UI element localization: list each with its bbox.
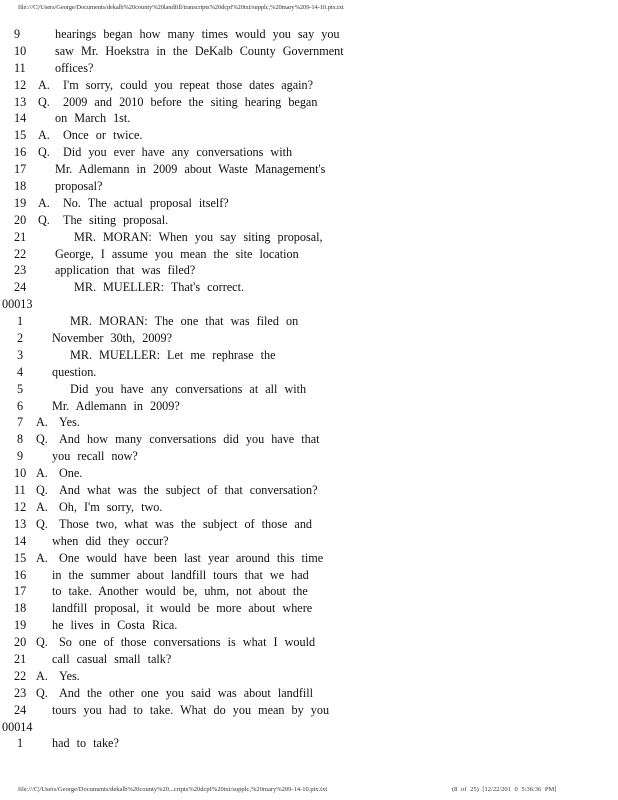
transcript-line: [0, 668, 618, 685]
transcript-line: [0, 246, 618, 263]
speaker-tag: A.: [36, 415, 48, 430]
line-text: hearings began how many times would you say you: [55, 27, 340, 41]
line-number: 6: [17, 398, 24, 413]
line-number: 10: [14, 466, 27, 481]
line-number: 4: [17, 364, 24, 379]
speaker-tag: Q.: [36, 483, 48, 498]
line-text: Mr. Adlemann in 2009?: [52, 398, 180, 413]
line-text: George, I assume you mean the site location: [55, 246, 299, 261]
speaker-tag: Q.: [38, 94, 50, 109]
transcript-body: [0, 26, 618, 752]
line-text: had to take?: [52, 736, 119, 751]
line-text: he lives in Costa Rica.: [52, 618, 178, 633]
transcript-line: [0, 279, 618, 296]
line-text: MR. MORAN: When you say siting proposal,: [74, 229, 323, 244]
line-text: Those two, what was the subject of those and: [59, 516, 313, 531]
line-text: 2009 and 2010 before the siting hearing began: [63, 94, 318, 109]
line-number: 13: [14, 516, 27, 531]
line-text: Did you have any conversations at all with: [70, 381, 307, 396]
line-number: 11: [14, 483, 26, 498]
line-number: 8: [17, 432, 24, 447]
line-number: 13: [14, 94, 27, 109]
transcript-line: [0, 313, 618, 330]
line-text: The siting proposal.: [63, 212, 169, 227]
transcript-line: [0, 398, 618, 415]
line-text: And what was the subject of that conversation?: [59, 483, 318, 498]
transcript-line: [0, 499, 618, 516]
line-text: MR. MORAN: The one that was filed on: [70, 314, 299, 329]
transcript-line: [0, 144, 618, 161]
transcript-line: [0, 161, 618, 178]
line-number: 2: [17, 331, 24, 346]
line-number: 16: [14, 145, 27, 160]
transcript-line: [0, 702, 618, 719]
line-number: 24: [14, 702, 27, 717]
speaker-tag: Q.: [36, 685, 48, 700]
transcript-line: [0, 330, 618, 347]
line-text: landfill proposal, it would be more about where: [52, 601, 313, 616]
line-text: Oh, I'm sorry, two.: [59, 499, 163, 514]
transcript-line: [0, 600, 618, 617]
line-number: 20: [14, 635, 27, 650]
line-number: 21: [14, 651, 27, 666]
footer-page-info: (8 of 25) [12/22/201 0 5:36:36 PM]: [452, 786, 557, 793]
transcript-line: [0, 735, 618, 752]
transcript-line: [0, 516, 618, 533]
line-number: 22: [14, 246, 27, 261]
line-number: 18: [14, 179, 27, 194]
line-number: 12: [14, 499, 27, 514]
line-text: in the summer about landfill tours that we had: [52, 567, 309, 582]
line-number: 19: [14, 195, 27, 210]
line-text: I'm sorry, could you repeat those dates again?: [63, 77, 314, 92]
line-number: 16: [14, 567, 27, 582]
line-number: 21: [14, 229, 27, 244]
line-number: 23: [14, 263, 27, 278]
line-number: 9: [17, 449, 24, 464]
line-number: 18: [14, 601, 27, 616]
line-number: 19: [14, 618, 27, 633]
line-number: 24: [14, 280, 27, 295]
page-marker: 00013: [2, 297, 33, 312]
line-text: Mr. Adlemann in 2009 about Waste Management's: [55, 162, 326, 177]
transcript-line: [0, 212, 618, 229]
line-number: 9: [14, 27, 21, 41]
transcript-line: [0, 651, 618, 668]
transcript-line: [0, 414, 618, 431]
line-text: proposal?: [55, 179, 103, 194]
transcript-line: [0, 685, 618, 702]
line-number: 23: [14, 685, 27, 700]
line-number: 3: [17, 347, 24, 362]
line-text: call casual small talk?: [52, 651, 172, 666]
footer-file-path: file:///C|/Users/George/Documents/dekalb%20county%20...cripts%20dcpf%20txt/supplc,%20mary%209-14-10.ptx.txt: [18, 786, 328, 793]
line-text: saw Mr. Hoekstra in the DeKalb County Government: [55, 43, 344, 58]
line-number: 17: [14, 584, 27, 599]
speaker-tag: A.: [36, 466, 48, 481]
line-number: 12: [14, 77, 27, 92]
transcript-line: [0, 533, 618, 550]
transcript-line: [0, 448, 618, 465]
transcript-line: [0, 347, 618, 364]
transcript-line: [0, 195, 618, 212]
transcript-line: [0, 567, 618, 584]
transcript-line: [0, 43, 618, 60]
transcript-line: [0, 178, 618, 195]
transcript-line: [0, 262, 618, 279]
speaker-tag: Q.: [38, 212, 50, 227]
line-text: One would have been last year around this time: [59, 550, 324, 565]
line-number: 20: [14, 212, 27, 227]
line-text: MR. MUELLER: Let me rephrase the: [70, 347, 276, 362]
speaker-tag: A.: [38, 128, 50, 143]
line-text: Yes.: [59, 415, 80, 430]
line-number: 7: [17, 415, 24, 430]
line-number: 1: [17, 736, 24, 751]
line-text: tours you had to take. What do you mean by you: [52, 702, 330, 717]
header-file-path: file:///C|/Users/George/Documents/dekalb%20county%20landfill/transcripts%20dcpf%20txt/supplc,%20mary%209-14-10.ptx.txt: [18, 4, 344, 11]
transcript-line: [0, 26, 618, 43]
line-number: 15: [14, 550, 27, 565]
line-text: Did you ever have any conversations with: [63, 145, 293, 160]
line-text: on March 1st.: [55, 111, 131, 126]
transcript-line: [0, 127, 618, 144]
speaker-tag: Q.: [38, 145, 50, 160]
line-text: offices?: [55, 60, 94, 75]
speaker-tag: A.: [36, 499, 48, 514]
line-text: One.: [59, 466, 83, 481]
line-text: No. The actual proposal itself?: [63, 195, 229, 210]
line-text: when did they occur?: [52, 533, 169, 548]
transcript-line: [0, 381, 618, 398]
transcript-line: [0, 364, 618, 381]
line-number: 14: [14, 111, 27, 126]
line-number: 15: [14, 128, 27, 143]
transcript-line: [0, 482, 618, 499]
line-text: Yes.: [59, 668, 80, 683]
transcript-line: [0, 550, 618, 567]
line-text: And how many conversations did you have that: [59, 432, 320, 447]
transcript-line: [0, 110, 618, 127]
line-number: 11: [14, 60, 26, 75]
line-text: November 30th, 2009?: [52, 331, 173, 346]
line-text: MR. MUELLER: That's correct.: [74, 280, 245, 295]
page-marker: 00014: [2, 719, 33, 734]
line-text: to take. Another would be, uhm, not about the: [52, 584, 308, 599]
transcript-line: [0, 77, 618, 94]
transcript-line: [0, 431, 618, 448]
transcript-line: [0, 634, 618, 651]
line-number: 1: [17, 314, 24, 329]
line-number: 17: [14, 162, 27, 177]
speaker-tag: A.: [36, 550, 48, 565]
speaker-tag: Q.: [36, 516, 48, 531]
transcript-line: [0, 94, 618, 111]
line-number: 14: [14, 533, 27, 548]
line-text: question.: [52, 364, 97, 379]
line-number: 10: [14, 43, 27, 58]
speaker-tag: Q.: [36, 635, 48, 650]
transcript-line: [0, 617, 618, 634]
speaker-tag: A.: [36, 668, 48, 683]
speaker-tag: Q.: [36, 432, 48, 447]
line-number: 22: [14, 668, 27, 683]
line-text: you recall now?: [52, 449, 138, 464]
speaker-tag: A.: [38, 77, 50, 92]
transcript-line: [0, 60, 618, 77]
line-text: application that was filed?: [55, 263, 196, 278]
line-text: And the other one you said was about landfill: [59, 685, 314, 700]
line-number: 5: [17, 381, 24, 396]
transcript-line: [0, 583, 618, 600]
speaker-tag: A.: [38, 195, 50, 210]
transcript-line: [0, 465, 618, 482]
line-text: So one of those conversations is what I would: [59, 635, 316, 650]
line-text: Once or twice.: [63, 128, 143, 143]
transcript-line: [0, 229, 618, 246]
